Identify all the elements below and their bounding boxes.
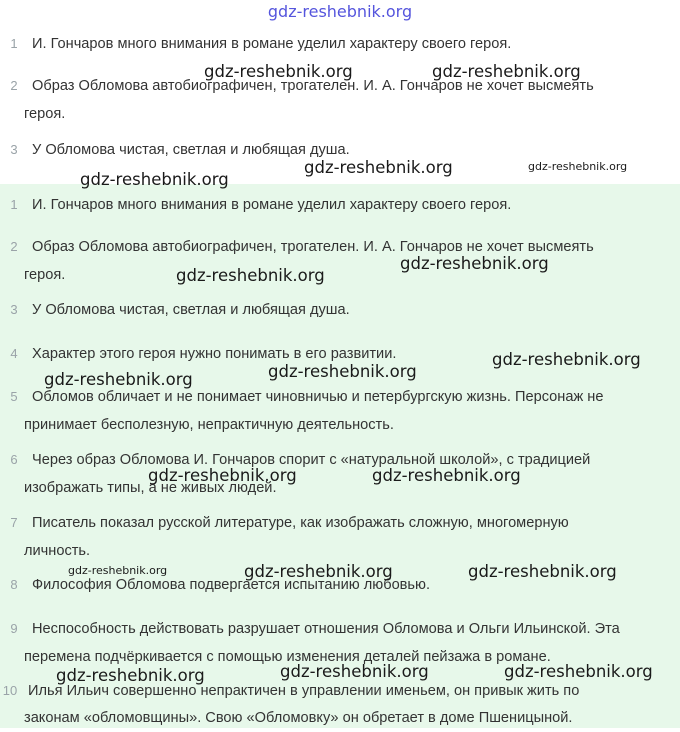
- item-text: Неспособность действовать разрушает отношения Обломова и Ольги Ильинской. Эта: [32, 621, 620, 637]
- item-number: 4: [10, 346, 18, 361]
- watermark: gdz-reshebnik.org: [56, 666, 205, 685]
- item-text: Илья Ильич совершенно непрактичен в управлении именьем, он привык жить по: [28, 683, 580, 699]
- watermark: gdz-reshebnik.org: [468, 562, 617, 581]
- item-number: 3: [10, 302, 18, 317]
- watermark: gdz-reshebnik.org: [68, 564, 168, 577]
- item-text: личность.: [24, 543, 91, 559]
- item-text: Образ Обломова автобиографичен, трогателен. И. А. Гончаров не хочет высмеять: [32, 78, 594, 94]
- item-number: 6: [10, 452, 18, 467]
- item-text: Характер этого героя нужно понимать в его развитии.: [32, 346, 397, 362]
- watermark: gdz-reshebnik.org: [204, 62, 353, 81]
- item-number: 2: [10, 78, 18, 93]
- item-text: принимает бесполезную, непрактичную деятельность.: [24, 417, 394, 433]
- item-text: Через образ Обломова И. Гончаров спорит с «натуральной школой», с традицией: [32, 452, 591, 468]
- watermark: gdz-reshebnik.org: [244, 562, 393, 581]
- item-text: Писатель показал русской литературе, как изображать сложную, многомерную: [32, 515, 569, 531]
- watermark: gdz-reshebnik.org: [372, 466, 521, 485]
- item-number: 10: [2, 683, 18, 698]
- watermark: gdz-reshebnik.org: [176, 266, 325, 285]
- site-header: [0, 0, 680, 24]
- watermark: gdz-reshebnik.org: [504, 662, 653, 681]
- item-text: Философия Обломова подвергается испытанию любовью.: [32, 577, 431, 593]
- watermark: gdz-reshebnik.org: [148, 466, 297, 485]
- item-text: И. Гончаров много внимания в романе уделил характеру своего героя.: [32, 36, 512, 52]
- watermark: gdz-reshebnik.org: [400, 254, 549, 273]
- watermark: gdz-reshebnik.org: [492, 350, 641, 369]
- item-number: 3: [10, 142, 18, 157]
- watermark: gdz-reshebnik.org: [528, 160, 628, 173]
- item-number: 1: [10, 36, 18, 51]
- item-text: Образ Обломова автобиографичен, трогателен. И. А. Гончаров не хочет высмеять: [32, 239, 594, 255]
- item-text: Обломов обличает и не понимает чиновничью и петербургскую жизнь. Персонаж не: [32, 389, 604, 405]
- item-text: законам «обломовщины». Свою «Обломовку» он обретает в доме Пшеницыной.: [24, 710, 573, 726]
- watermark: gdz-reshebnik.org: [304, 158, 453, 177]
- item-number: 9: [10, 621, 18, 636]
- item-text: перемена подчёркивается с помощью изменения деталей пейзажа в романе.: [24, 649, 551, 665]
- item-text: героя.: [24, 106, 66, 122]
- site-link[interactable]: gdz-reshebnik.org: [267, 2, 413, 21]
- item-text: У Обломова чистая, светлая и любящая душа.: [32, 302, 350, 318]
- watermark: gdz-reshebnik.org: [80, 170, 229, 189]
- watermark: gdz-reshebnik.org: [268, 362, 417, 381]
- item-text: У Обломова чистая, светлая и любящая душа.: [32, 142, 350, 158]
- watermark: gdz-reshebnik.org: [44, 370, 193, 389]
- item-number: 2: [10, 239, 18, 254]
- item-text: И. Гончаров много внимания в романе уделил характеру своего героя.: [32, 197, 512, 213]
- item-text: героя.: [24, 267, 66, 283]
- item-number: 5: [10, 389, 18, 404]
- watermark: gdz-reshebnik.org: [280, 662, 429, 681]
- item-number: 1: [10, 197, 18, 212]
- watermark: gdz-reshebnik.org: [432, 62, 581, 81]
- item-number: 8: [10, 577, 18, 592]
- item-text: изображать типы, а не живых людей.: [24, 480, 277, 496]
- item-number: 7: [10, 515, 18, 530]
